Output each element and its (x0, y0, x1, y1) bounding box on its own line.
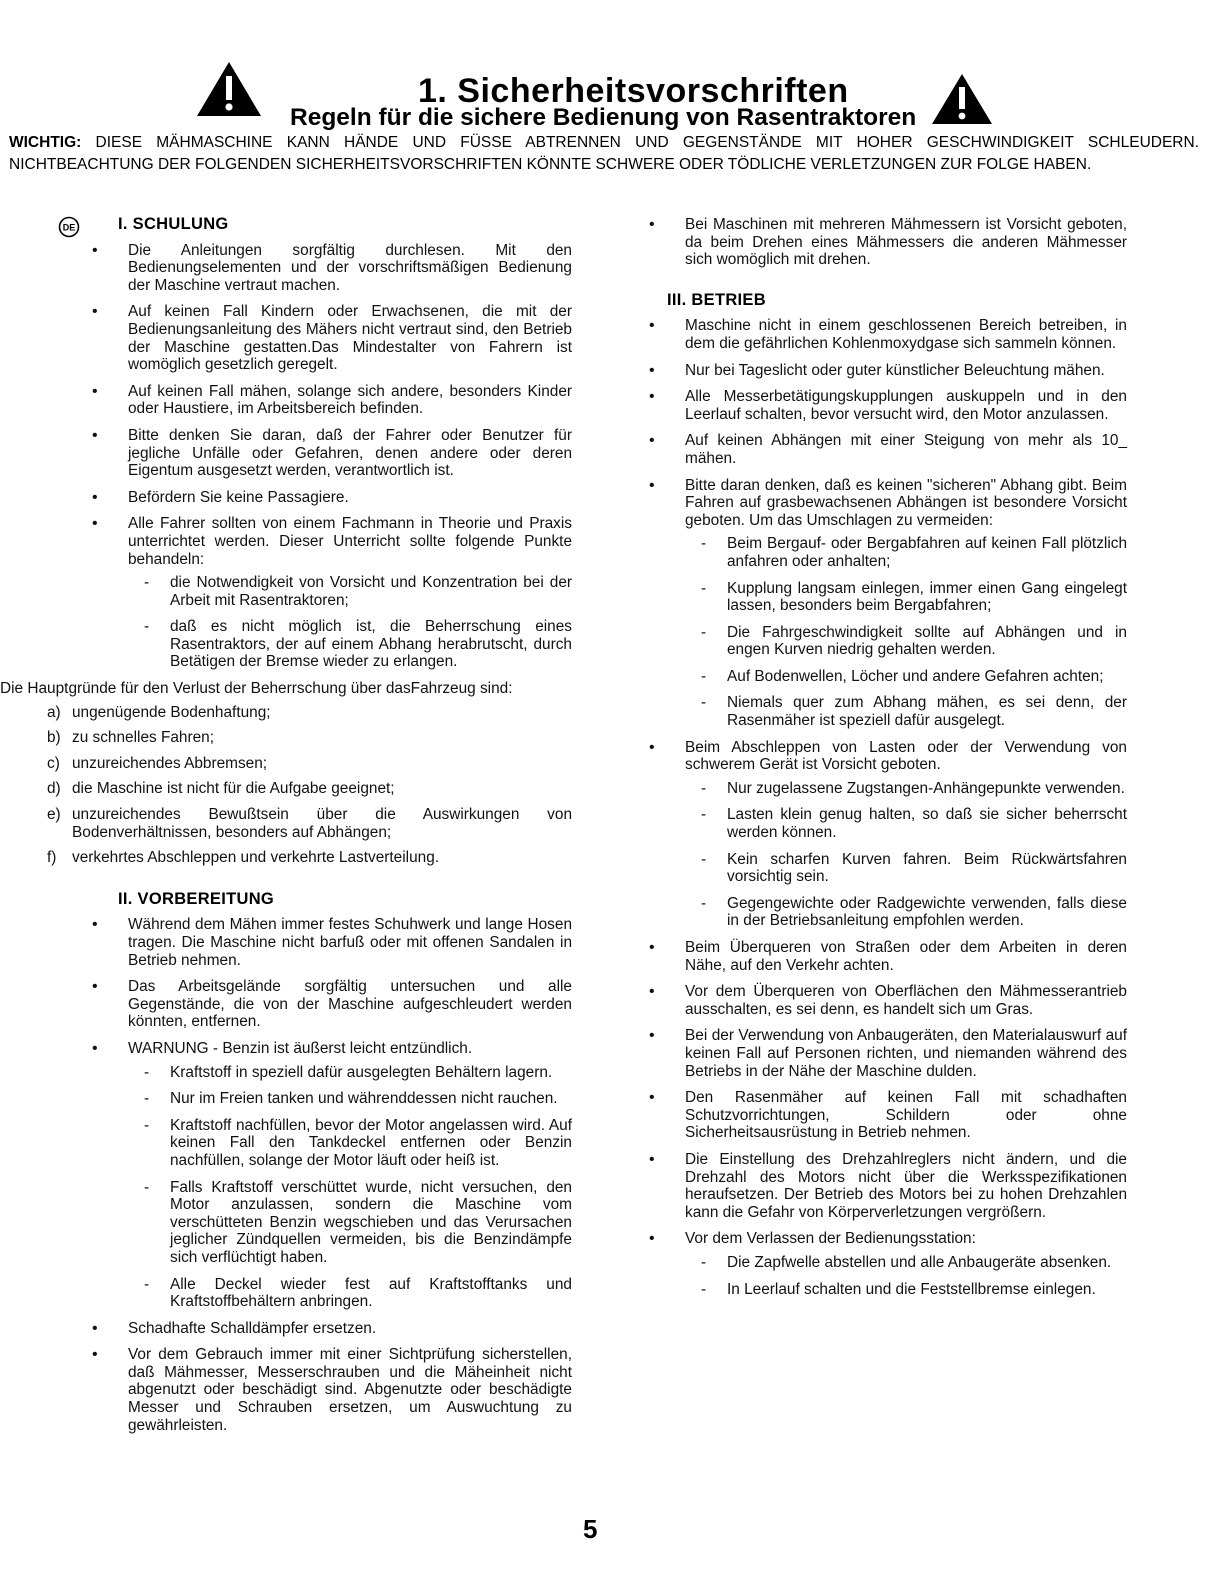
reasons-intro: Die Hauptgründe für den Verlust der Beherrschung über dasFahrzeug sind: (0, 680, 513, 698)
reason-item (0, 729, 572, 747)
reason-item (0, 780, 572, 798)
sub-list (128, 1064, 572, 1311)
page-subtitle: Regeln für die sichere Bedienung von Rasentraktoren (290, 104, 917, 131)
warning-label: WICHTIG: (9, 134, 82, 151)
list-item: • Den Rasenmäher auf keinen Fall mit schadhaften Schutzvorrichtungen, Schildern oder ohne Sicherheitsausrüstung in Betrieb nehmen. (645, 1089, 1127, 1142)
sub-list-item: - Kupplung langsam einlegen, immer einen Gang eingelegt lassen, besonders beim Bergabfahren; (695, 580, 1127, 615)
list-item (645, 1230, 1127, 1298)
sub-list-item: - Niemals quer zum Abhang mähen, es sei denn, der Rasenmäher ist speziell dafür ausgelegt. (695, 694, 1127, 729)
list-item (88, 515, 572, 671)
sub-list-item: - Beim Bergauf- oder Bergabfahren auf keinen Fall plötzlich anfahren oder anhalten; (695, 535, 1127, 570)
sub-list (128, 574, 572, 671)
sub-list (685, 1254, 1127, 1298)
list-item: • Die Einstellung des Drehzahlreglers nicht ändern, und die Drehzahl des Motors nicht über die Werksspezifikationen heraufsetzen. Der Betrieb des Motors bei zu hohen Drehzahlen kann die Gefahr von Körperverletzungen vergrößern. (645, 1151, 1127, 1221)
page-number: 5 (583, 1514, 598, 1544)
top-list (645, 216, 1127, 269)
important-warning (9, 132, 1199, 175)
warning-body: DIESE MÄHMASCHINE KANN HÄNDE UND FÜSSE ABTRENNEN UND GEGENSTÄNDE MIT HOHER GESCHWINDIGKEIT SCHLEUDERN. NICHTBEACHTUNG DER FOLGENDEN SICHERHEITSVORSCHRIFTEN KÖNNTE SCHWERE ODER TÖDLICHE VERLETZUNGEN ZUR FOLGE HABEN. (9, 134, 1200, 173)
reason-text: unzureichendes Bewußtsein über die Auswirkungen von Bodenverhältnissen, besonders auf Abhängen; (72, 806, 572, 841)
section-heading-vorbereitung: II. VORBEREITUNG (118, 889, 275, 908)
reason-label: a) (47, 703, 61, 721)
warning-triangle-icon (195, 60, 263, 123)
list-item: • Beim Überqueren von Straßen oder dem Arbeiten in deren Nähe, auf den Verkehr achten. (645, 939, 1127, 974)
reason-label: c) (47, 754, 60, 772)
reason-item (0, 806, 572, 841)
list-item-text: Beim Abschleppen von Lasten oder der Verwendung von schwerem Gerät ist Vorsicht geboten. (685, 738, 1127, 774)
reason-text: die Maschine ist nicht für die Aufgabe geeignet; (72, 780, 395, 798)
sub-list (685, 535, 1127, 729)
language-de-icon (58, 216, 80, 243)
reason-text: unzureichendes Abbremsen; (72, 754, 268, 772)
section-heading-schulung: I. SCHULUNG (118, 215, 229, 233)
sub-list-item: - Kraftstoff in speziell dafür ausgelegten Behältern lagern. (138, 1064, 572, 1082)
sub-list-item: - Nur zugelassene Zugstangen-Anhängepunkte verwenden. (695, 780, 1127, 798)
warning-triangle-icon (930, 72, 994, 131)
reason-item (0, 755, 572, 773)
reason-text: ungenügende Bodenhaftung; (72, 703, 271, 721)
sub-list-item: - die Notwendigkeit von Vorsicht und Konzentration bei der Arbeit mit Rasentraktoren; (138, 574, 572, 609)
list-item: • Auf keinen Fall Kindern oder Erwachsenen, die mit der Bedienungsanleitung des Mähers nicht vertraut sind, den Betrieb der Maschine gestatten.Das Mindestalter von Fahrern ist womöglich gesetzlich geregelt. (88, 303, 572, 373)
list-item: • Das Arbeitsgelände sorgfältig untersuchen und alle Gegenstände, die von der Maschine aufgeschleudert werden könnten, entfernen. (88, 978, 572, 1031)
sub-list-item: - Kraftstoff nachfüllen, bevor der Motor angelassen wird. Auf keinen Fall den Tankdeckel entfernen oder Benzin nachfüllen, solange der Motor läuft oder heiß ist. (138, 1117, 572, 1170)
reasons-list (0, 704, 572, 867)
list-item-text: Alle Fahrer sollten von einem Fachmann in Theorie und Praxis unterrichtet werden. Dieser Unterricht sollte folgende Punkte behandeln: (128, 515, 572, 568)
betrieb-list (645, 317, 1127, 1298)
list-item: • Bitte denken Sie daran, daß der Fahrer oder Benutzer für jegliche Unfälle oder Gefahren, denen andere oder deren Eigentum ausgesetzt werden, verantwortlich ist. (88, 427, 572, 480)
sub-list-item: - In Leerlauf schalten und die Feststellbremse einlegen. (695, 1281, 1127, 1299)
right-column (645, 216, 1127, 1307)
list-item: • Auf keinen Fall mähen, solange sich andere, besonders Kinder oder Haustiere, im Arbeitsbereich befinden. (88, 383, 572, 418)
sub-list-item: - Die Fahrgeschwindigkeit sollte auf Abhängen und in engen Kurven niedrig gehalten werden. (695, 624, 1127, 659)
list-item (88, 1040, 572, 1311)
list-item (645, 739, 1127, 930)
list-item: • Bei Maschinen mit mehreren Mähmessern ist Vorsicht geboten, da beim Drehen eines Mähmessers die anderen Mähmesser sich womöglich mit drehen. (645, 216, 1127, 269)
sub-list-item: - Alle Deckel wieder fest auf Kraftstofftanks und Kraftstoffbehältern anbringen. (138, 1276, 572, 1311)
left-column (0, 215, 572, 1443)
sub-list-item: - daß es nicht möglich ist, die Beherrschung eines Rasentraktors, der auf einem Abhang herabrutscht, durch Betätigen der Bremse wieder zu erlangen. (138, 618, 572, 671)
list-item-text: Vor dem Verlassen der Bedienungsstation: (685, 1230, 976, 1248)
list-item: • Vor dem Überqueren von Oberflächen den Mähmesserantrieb ausschalten, es sei denn, es handelt sich um Gras. (645, 983, 1127, 1018)
sub-list-item: - Gegengewichte oder Radgewichte verwenden, falls diese in der Betriebsanleitung empfohlen werden. (695, 895, 1127, 930)
list-item-text: WARNUNG - Benzin ist äußerst leicht entzündlich. (128, 1039, 473, 1057)
sub-list-item: - Auf Bodenwellen, Löcher und andere Gefahren achten; (695, 668, 1127, 686)
reason-label: f) (47, 849, 57, 867)
sub-list-item: - Die Zapfwelle abstellen und alle Anbaugeräte absenken. (695, 1254, 1127, 1272)
list-item: • Schadhafte Schalldämpfer ersetzen. (88, 1320, 572, 1338)
sub-list-item: - Lasten klein genug halten, so daß sie sicher beherrscht werden können. (695, 806, 1127, 841)
page-header (0, 60, 1211, 195)
list-item: • Bei der Verwendung von Anbaugeräten, den Materialauswurf auf keinen Fall auf Personen richten, und niemanden während des Betriebs in der Nähe der Maschine dulden. (645, 1027, 1127, 1080)
list-item: • Befördern Sie keine Passagiere. (88, 489, 572, 507)
list-item: • Während dem Mähen immer festes Schuhwerk und lange Hosen tragen. Die Maschine nicht barfuß oder mit offenen Sandalen in Betrieb nehmen. (88, 916, 572, 969)
reason-text: verkehrtes Abschleppen und verkehrte Lastverteilung. (72, 849, 440, 867)
vorbereitung-list (88, 916, 572, 1434)
reason-item (0, 849, 572, 867)
reason-label: d) (47, 780, 61, 798)
list-item: • Alle Messerbetätigungskupplungen auskuppeln und in den Leerlauf schalten, bevor versucht wird, den Motor anzulassen. (645, 388, 1127, 423)
list-item: • Nur bei Tageslicht oder guter künstlicher Beleuchtung mähen. (645, 362, 1127, 380)
language-badge-text: DE (62, 222, 76, 233)
page-title: 1. Sicherheitsvorschriften (418, 72, 849, 110)
reason-label: b) (47, 729, 61, 747)
reason-item (0, 704, 572, 722)
list-item: • Auf keinen Abhängen mit einer Steigung von mehr als 10_ mähen. (645, 432, 1127, 467)
list-item: • Vor dem Gebrauch immer mit einer Sichtprüfung sicherstellen, daß Mähmesser, Messerschrauben und die Mäheinheit nicht abgenutzt oder beschädigt sind. Abgenutzte oder beschädigte Messer und Schrauben ersetzen, um Auswuchtung zu gewährleisten. (88, 1346, 572, 1434)
list-item-text: Bitte daran denken, daß es keinen "sicheren" Abhang gibt. Beim Fahren auf grasbewachsenen Abhängen ist besondere Vorsicht geboten. Um das Umschlagen zu vermeiden: (685, 476, 1127, 529)
section-heading-betrieb: III. BETRIEB (667, 290, 766, 309)
list-item: • Maschine nicht in einem geschlossenen Bereich betreiben, in dem die gefährlichen Kohlenmoxydgase sich sammeln können. (645, 317, 1127, 352)
sub-list-item: - Kein scharfen Kurven fahren. Beim Rückwärtsfahren vorsichtig sein. (695, 851, 1127, 886)
sub-list (685, 780, 1127, 930)
reason-text: zu schnelles Fahren; (72, 729, 215, 747)
list-item: • Die Anleitungen sorgfältig durchlesen. Mit den Bedienungselementen und der vorschriftsmäßigen Bedienung der Maschine vertraut machen. (88, 242, 572, 295)
sub-list-item: - Nur im Freien tanken und währenddessen nicht rauchen. (138, 1090, 572, 1108)
sub-list-item: - Falls Kraftstoff verschüttet wurde, nicht versuchen, den Motor anzulassen, sondern die Maschine vom verschütteten Benzin wegschieben und das Verursachen jeglicher Zündquellen vermeiden, bis die Benzindämpfe sich verflüchtigt haben. (138, 1179, 572, 1267)
list-item (645, 477, 1127, 730)
reason-label: e) (47, 806, 61, 824)
schulung-list (88, 242, 572, 671)
